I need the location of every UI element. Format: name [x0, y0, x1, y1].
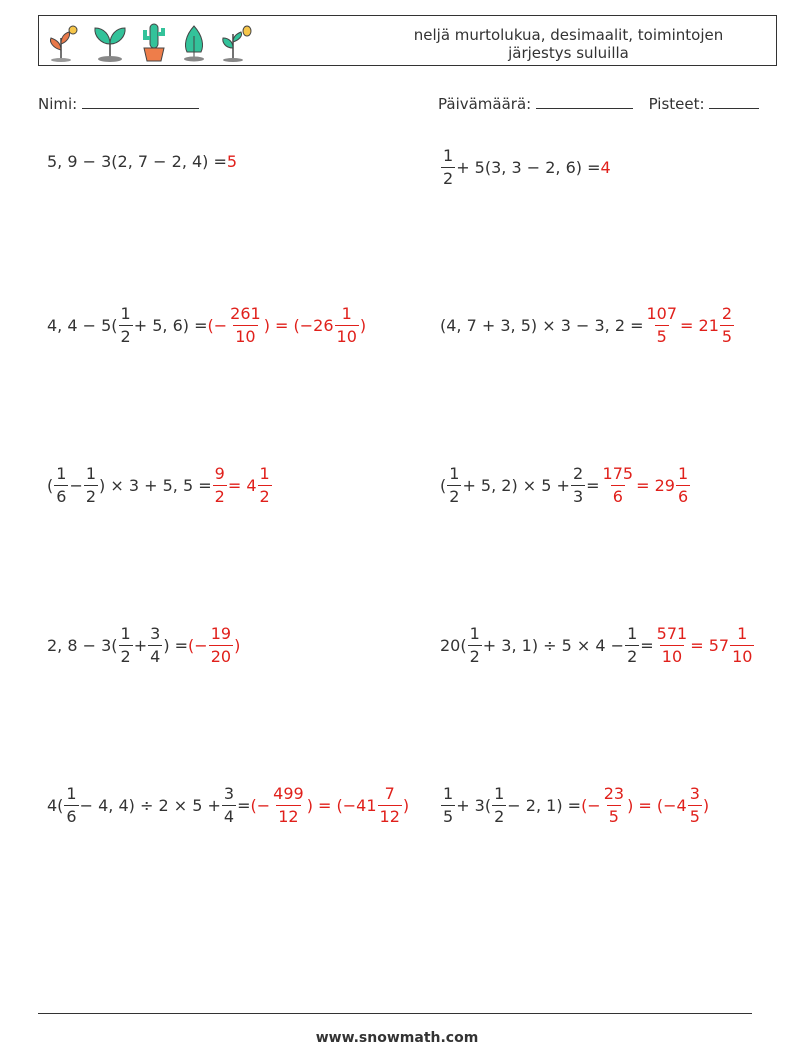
header-icons: [45, 20, 255, 62]
numerator: 1: [627, 624, 638, 643]
score-label: Pisteet:: [648, 95, 705, 113]
expression-part: [720, 306, 734, 345]
denominator: 2: [494, 807, 505, 826]
numerator: 7: [384, 784, 395, 803]
sprout-icon: [91, 22, 129, 62]
numerator: 1: [494, 784, 505, 803]
expression-part: [258, 466, 272, 505]
expression-part: + 5, 2) × 5 +: [462, 476, 570, 495]
numerator: 1: [259, 464, 270, 483]
fraction: [54, 466, 68, 505]
expression-part: 2, 8 − 3(: [47, 636, 118, 655]
denominator: 2: [449, 487, 460, 506]
problem-10: [440, 786, 709, 825]
expression-part: = 57: [690, 636, 730, 655]
expression-part: ) = (−41: [306, 796, 377, 815]
problem-1: [47, 152, 237, 171]
numerator: 1: [469, 624, 480, 643]
fraction: [625, 626, 639, 665]
numerator: 1: [443, 146, 454, 165]
denominator: 10: [235, 327, 256, 346]
expression-part: ): [234, 636, 241, 655]
problem-8: [440, 626, 755, 665]
expression-part: = 4: [227, 476, 257, 495]
answer: [188, 626, 240, 665]
answer: 5: [226, 152, 238, 171]
fraction: [222, 786, 236, 825]
denominator: 20: [210, 647, 232, 666]
date-label: Päivämäärä:: [438, 95, 532, 113]
answer: [643, 306, 735, 345]
fraction: [64, 786, 78, 825]
expression-part: 4(: [47, 796, 64, 815]
denominator: 3: [572, 487, 584, 506]
name-field: [38, 94, 199, 113]
numerator: 3: [223, 784, 235, 803]
numerator: 23: [603, 784, 625, 803]
cactus-icon: [139, 20, 169, 62]
expression-part: −: [69, 476, 83, 495]
expression-part: [378, 786, 402, 825]
denominator: 6: [56, 487, 67, 506]
numerator: 261: [230, 304, 261, 323]
expression-part: ) =: [163, 636, 189, 655]
denominator: 6: [612, 487, 623, 506]
numerator: 1: [341, 304, 352, 323]
denominator: 2: [120, 647, 131, 666]
problem-5: [47, 466, 273, 505]
expression-part: ): [402, 796, 410, 815]
answer: 4: [600, 158, 611, 177]
expression-part: [601, 466, 636, 505]
date-blank[interactable]: [536, 94, 633, 109]
denominator: 4: [223, 807, 235, 826]
expression-part: = 21: [680, 316, 719, 335]
expression-part: (−: [188, 636, 208, 655]
worksheet-header: [38, 15, 777, 66]
denominator: 5: [656, 327, 667, 346]
denominator: 2: [259, 487, 270, 506]
numerator: 1: [120, 624, 131, 643]
footer-divider: [38, 1013, 752, 1014]
denominator: 5: [689, 807, 700, 826]
expression-part: + 3, 1) ÷ 5 × 4 −: [482, 636, 625, 655]
expression-part: [676, 466, 690, 505]
expression-part: [602, 786, 626, 825]
answer: [581, 786, 709, 825]
problem-text: (4, 7 + 3, 5) × 3 − 3, 2 =: [440, 316, 644, 335]
numerator: 1: [85, 464, 97, 483]
expression-part: − 4, 4) ÷ 2 × 5 +: [79, 796, 221, 815]
denominator: 5: [443, 807, 454, 826]
denominator: 2: [85, 487, 97, 506]
denominator: 2: [469, 647, 480, 666]
answer: [212, 466, 273, 505]
problem-7: [47, 626, 240, 665]
answer: [654, 626, 756, 665]
score-blank[interactable]: [709, 94, 759, 109]
numerator: 2: [721, 304, 733, 323]
expression-part: ) = (−4: [627, 796, 687, 815]
fraction: [84, 466, 98, 505]
expression-part: =: [640, 636, 654, 655]
denominator: 10: [336, 327, 357, 346]
fraction: [468, 626, 482, 665]
fraction: [119, 306, 133, 345]
numerator: 1: [56, 464, 67, 483]
numerator: 3: [150, 624, 161, 643]
denominator: 10: [661, 647, 683, 666]
worksheet-title: [369, 26, 768, 62]
expression-part: ): [702, 796, 710, 815]
numerator: 1: [737, 624, 748, 643]
expression-part: [209, 626, 233, 665]
expression-part: = 29: [636, 476, 675, 495]
denominator: 6: [677, 487, 689, 506]
denominator: 5: [721, 327, 733, 346]
numerator: 571: [656, 624, 688, 643]
problem-text: + 5(3, 3 − 2, 6) =: [456, 158, 601, 177]
denominator: 2: [214, 487, 225, 506]
name-label: Nimi:: [38, 95, 78, 113]
denominator: 12: [278, 807, 299, 826]
numerator: 1: [449, 464, 460, 483]
fraction: [447, 466, 461, 505]
numerator: 175: [602, 464, 634, 483]
expression-part: (: [440, 476, 447, 495]
numerator: 1: [120, 304, 131, 323]
name-blank[interactable]: [82, 94, 199, 109]
problem-text: 5, 9 − 3(2, 7 − 2, 4) =: [47, 152, 227, 171]
expression-part: ): [359, 316, 367, 335]
expression-part: +: [133, 636, 148, 655]
expression-part: [730, 626, 754, 665]
sun-plant-icon: [45, 22, 81, 62]
problem-4: [440, 306, 735, 345]
title-line-1: neljä murtolukua, desimaalit, toimintojen: [413, 26, 724, 44]
expression-part: ) × 3 + 5, 5 =: [99, 476, 212, 495]
denominator: 2: [443, 169, 454, 188]
expression-part: [335, 306, 359, 345]
expression-part: [644, 306, 679, 345]
fraction: [441, 148, 455, 187]
expression-part: (: [47, 476, 54, 495]
date-score-field: [438, 94, 759, 113]
expression-part: [655, 626, 690, 665]
numerator: 19: [210, 624, 232, 643]
numerator: 107: [646, 304, 678, 323]
expression-part: [213, 466, 227, 505]
expression-part: + 3(: [456, 796, 492, 815]
bee-plant-icon: [219, 22, 255, 62]
answer: [250, 786, 409, 825]
fraction: [441, 786, 455, 825]
expression-part: − 2, 1) =: [507, 796, 582, 815]
denominator: 2: [120, 327, 131, 346]
answer: [600, 466, 692, 505]
expression-part: =: [586, 476, 600, 495]
expression-part: 20(: [440, 636, 467, 655]
problem-3: [47, 306, 366, 345]
fraction: [148, 626, 162, 665]
expression-part: [228, 306, 263, 345]
expression-part: (−: [207, 316, 228, 335]
tree-icon: [179, 22, 209, 62]
expression-part: [688, 786, 702, 825]
denominator: 6: [66, 807, 77, 826]
title-line-2: järjestys suluilla: [508, 44, 629, 62]
fraction: [571, 466, 585, 505]
problem-2: [440, 148, 611, 187]
fraction: [492, 786, 506, 825]
numerator: 3: [689, 784, 700, 803]
answer: [207, 306, 366, 345]
denominator: 2: [627, 647, 638, 666]
expression-part: [271, 786, 306, 825]
numerator: 9: [214, 464, 225, 483]
denominator: 5: [608, 807, 619, 826]
numerator: 2: [572, 464, 584, 483]
denominator: 4: [150, 647, 161, 666]
problem-9: [47, 786, 409, 825]
expression-part: (−: [581, 796, 601, 815]
expression-part: ) = (−26: [263, 316, 334, 335]
expression-part: (−: [250, 796, 271, 815]
numerator: 1: [66, 784, 77, 803]
expression-part: =: [237, 796, 251, 815]
problem-6: [440, 466, 691, 505]
numerator: 499: [273, 784, 304, 803]
numerator: 1: [677, 464, 689, 483]
denominator: 12: [379, 807, 400, 826]
denominator: 10: [732, 647, 753, 666]
problem-text: + 5, 6) =: [133, 316, 208, 335]
fraction: [119, 626, 133, 665]
numerator: 1: [443, 784, 454, 803]
footer-url[interactable]: www.snowmath.com: [315, 1030, 479, 1046]
problem-text: 4, 4 − 5(: [47, 316, 118, 335]
